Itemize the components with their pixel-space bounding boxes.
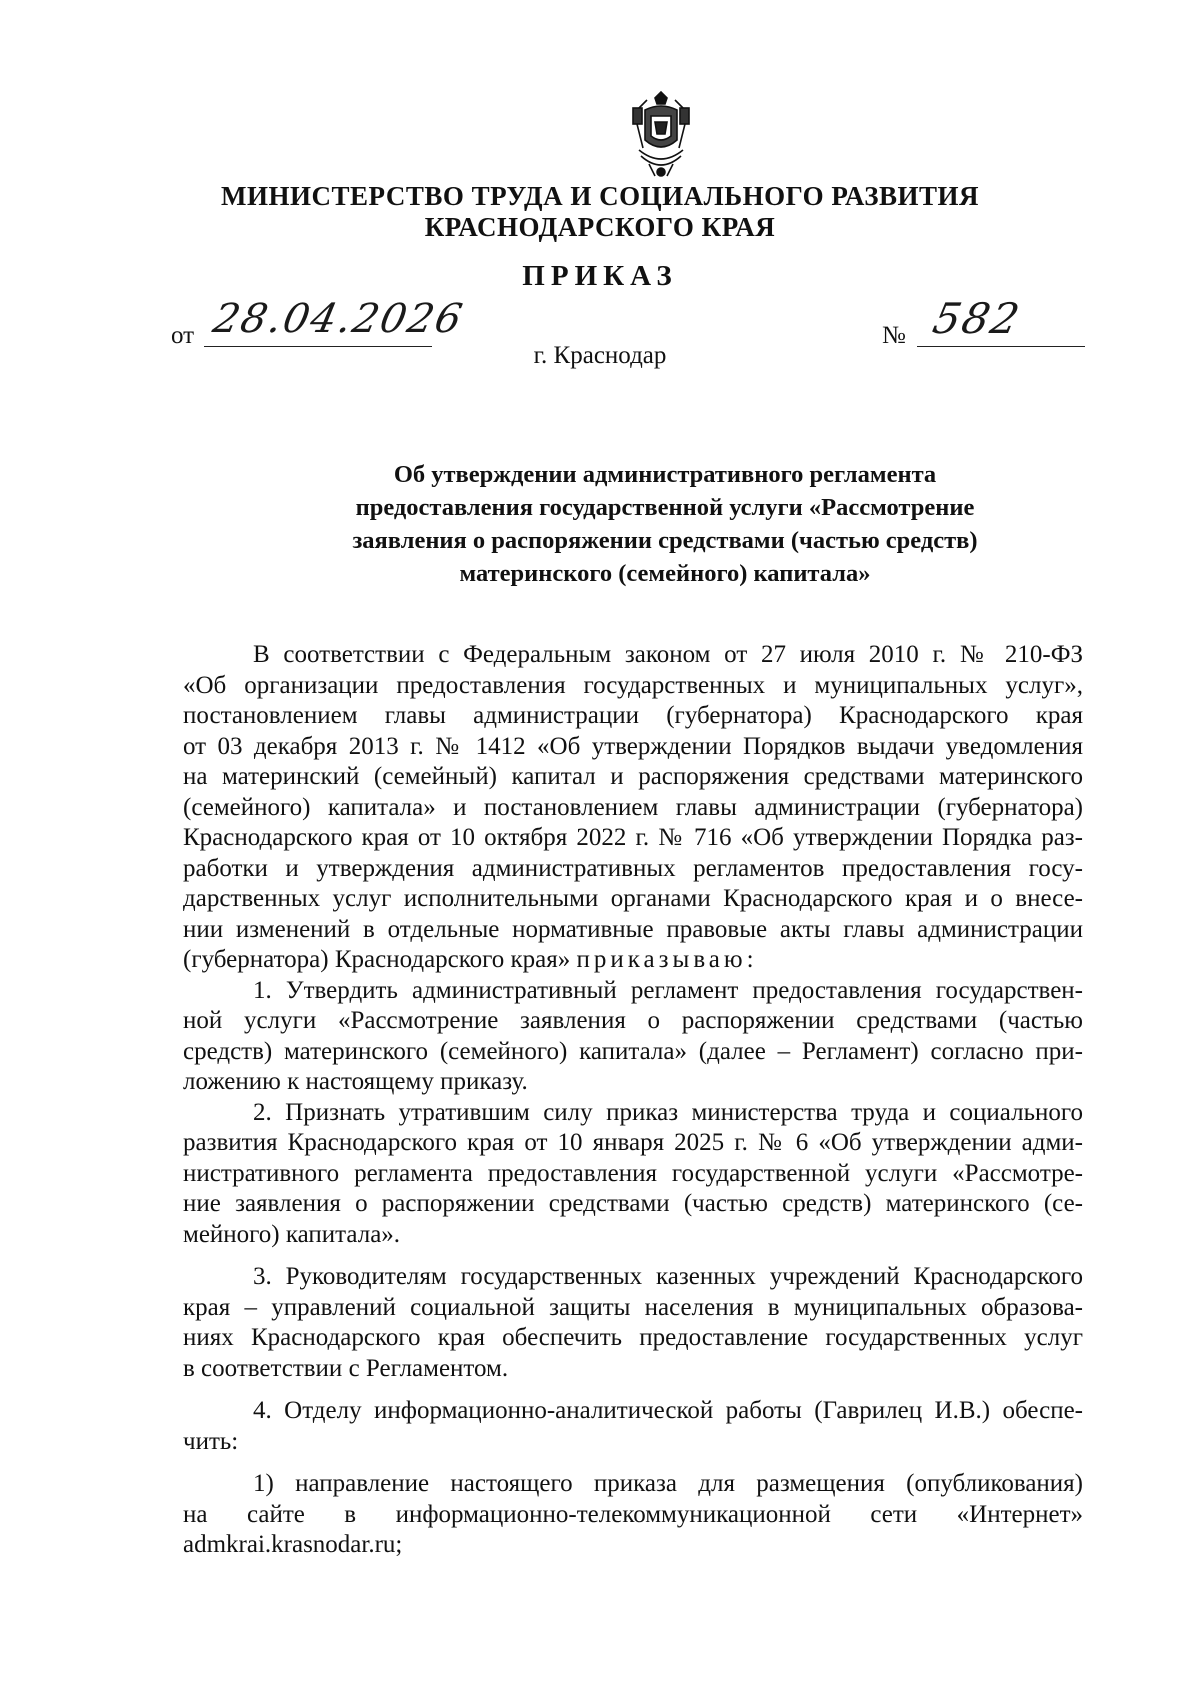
text-line: ниях Краснодарского края обеспечить предоставление государственных услуг	[183, 1324, 1083, 1351]
text-line: Краснодарского края от 10 октября 2022 г. № 716 «Об утверждении Порядка раз-	[183, 824, 1083, 851]
text-line: ние заявления о распоряжении средствами (частью средств) материнского (се-	[183, 1190, 1083, 1217]
text-line: «Об организации предоставления государственных и муниципальных услуг»,	[183, 671, 1083, 699]
text-line: (семейного) капитала» и постановлением главы администрации (губернатора)	[183, 793, 1083, 821]
text-fragment: (губернатора) Краснодарского края»	[183, 946, 571, 973]
date-label: от	[171, 322, 195, 349]
ministry-name-line1: МИНИСТЕРСТВО ТРУДА И СОЦИАЛЬНОГО РАЗВИТИЯ	[221, 181, 979, 211]
item-2-paragraph	[183, 1098, 1083, 1251]
text-line: от 03 декабря 2013 г. № 1412 «Об утверждении Порядков выдачи уведомления	[183, 732, 1083, 760]
handwritten-number: 582	[928, 294, 1026, 343]
document-type-heading: ПРИКАЗ	[522, 260, 678, 292]
text-line: средств) материнского (семейного) капитала» (далее – Регламент) согласно при-	[183, 1037, 1083, 1065]
text-line-with-order-word	[183, 945, 1083, 976]
text-line: 1. Утвердить административный регламент предоставления государствен-	[253, 976, 1083, 1004]
title-line: предоставления государственной услуги «Рассмотрение	[355, 494, 975, 521]
text-line: развития Краснодарского края от 10 января 2025 г. № 6 «Об утверждении адми-	[183, 1129, 1083, 1156]
item-4-paragraph	[183, 1396, 1083, 1457]
ministry-name-line2: КРАСНОДАРСКОГО КРАЯ	[424, 212, 776, 242]
text-line: работки и утверждения административных регламентов предоставления госу-	[183, 854, 1083, 882]
text-line: дарственных услуг исполнительными органами Краснодарского края и о внесе-	[183, 885, 1083, 912]
number-label: №	[882, 322, 906, 349]
text-line: admkrai.krasnodar.ru;	[183, 1531, 403, 1558]
text-line: 2. Признать утратившим силу приказ министерства труда и социального	[253, 1098, 1083, 1126]
preamble-paragraph	[183, 640, 1083, 976]
text-line: нии изменений в отдельные нормативные правовые акты главы администрации	[183, 915, 1083, 943]
text-line: мейного) капитала».	[183, 1220, 401, 1248]
text-line: ной услуги «Рассмотрение заявления о распоряжении средствами (частью	[183, 1007, 1083, 1034]
text-line: края – управлений социальной защиты населения в муниципальных образова-	[183, 1293, 1083, 1321]
order-word: приказываю:	[576, 946, 758, 973]
text-line: 4. Отделу информационно-аналитической работы (Гаврилец И.В.) обеспе-	[253, 1397, 1083, 1424]
text-line: 3. Руководителям государственных казенных учреждений Краснодарского	[253, 1263, 1083, 1290]
text-line: в соответствии с Регламентом.	[183, 1354, 509, 1382]
coat-of-arms-emblem	[619, 88, 703, 180]
text-line: нистративного регламента предоставления государственной услуги «Рассмотре-	[183, 1159, 1083, 1187]
item-3-paragraph	[183, 1262, 1083, 1384]
text-line: чить:	[183, 1427, 239, 1455]
handwritten-date: 28.04.2026	[209, 296, 468, 342]
title-line: Об утверждении административного регламента	[393, 461, 937, 488]
text-line: ложению к настоящему приказу.	[183, 1068, 528, 1095]
title-line: материнского (семейного) капитала»	[459, 560, 871, 587]
document-body	[183, 640, 1083, 1561]
document-title	[300, 458, 1030, 590]
text-line: постановлением главы администрации (губернатора) Краснодарского края	[183, 702, 1083, 729]
item-1-paragraph	[183, 976, 1083, 1098]
text-line: В соответствии с Федеральным законом от 27 июля 2010 г. № 210-ФЗ	[253, 641, 1083, 668]
subitem-1-paragraph	[183, 1469, 1083, 1561]
text-line: 1) направление настоящего приказа для размещения (опубликования)	[253, 1470, 1083, 1497]
text-line: на материнский (семейный) капитал и распоряжения средствами материнского	[183, 763, 1083, 790]
title-line: заявления о распоряжении средствами (частью средств)	[352, 527, 978, 554]
city-label: г. Краснодар	[533, 342, 667, 369]
text-line: на сайте в информационно-телекоммуникационной сети «Интернет»	[183, 1500, 1083, 1528]
